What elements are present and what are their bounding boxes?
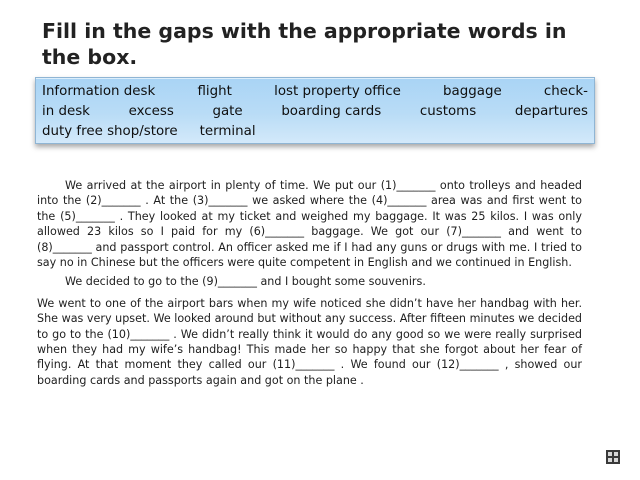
word-baggage: baggage <box>443 84 502 99</box>
word-box <box>35 77 595 144</box>
word-box-text <box>42 82 588 142</box>
word-box-line-1 <box>42 82 588 102</box>
exercise-text <box>37 178 582 388</box>
word-box-line-2 <box>42 102 588 122</box>
word-boarding-cards: boarding cards <box>281 104 382 119</box>
paragraph-1: We arrived at the airport in plenty of time. We put our (1)_______ onto trolleys and headed into the (2)_______ . At the (3)_______ we asked where the (4)_______ area was and first went to the (5)_______ . They looked at my ticket and weighed my baggage. It was 25 kilos. I was only allowed 23 kilos so I paid for my (6)_______ baggage. We got our (7)_______ and went to (8)_______ and passport control. An officer asked me if I had any guns or drugs with me. I tried to say no in Chinese but the officers were quite competent in English and we continued in English. <box>37 179 582 270</box>
word-check-part2: in desk <box>42 104 90 119</box>
paragraph-2: We decided to go to the (9)_______ and I bought some souvenirs. <box>65 275 426 289</box>
word-terminal: terminal <box>199 124 256 139</box>
word-gate: gate <box>212 104 243 119</box>
slide-navigation-icon[interactable] <box>606 450 620 464</box>
word-excess: excess <box>128 104 174 119</box>
grid-icon <box>606 450 620 464</box>
word-flight: flight <box>197 84 232 99</box>
word-box-line-3 <box>42 122 588 142</box>
word-lost-property-office: lost property office <box>274 84 401 99</box>
word-check-part1: check- <box>543 84 588 99</box>
word-customs: customs <box>419 104 477 119</box>
word-departures: departures <box>514 104 588 119</box>
word-information-desk: Information desk <box>42 84 156 99</box>
word-duty-free-shop: duty free shop/store <box>42 124 178 139</box>
paragraph-3: We went to one of the airport bars when my wife noticed she didn’t have her handbag with her. She was very upset. We looked around but without any success. After fifteen minutes we decided to go to the (10)_______ . We didn’t really think it would do any good so we were really surprised when they had my wife’s handbag! This made her so happy that she forgot about her fear of flying. At that moment they called our (11)_______ . We found our (12)_______ , showed our boarding cards and passports again and got on the plane . <box>37 296 582 387</box>
page-title: Fill in the gaps with the appropriate words in the box. <box>42 19 567 69</box>
